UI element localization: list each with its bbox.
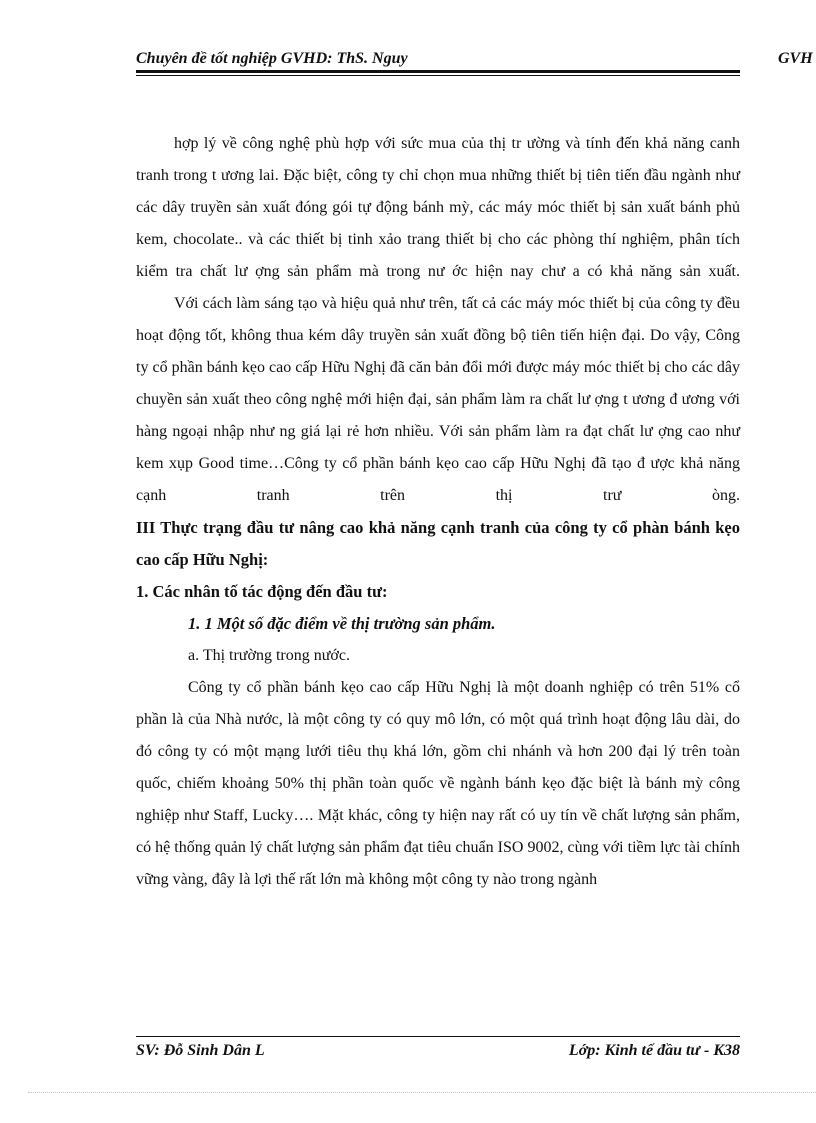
paragraph-1: hợp lý về công nghệ phù hợp với sức mua của thị tr ường và tính đến khả năng canh tranh trong t ương lai. Đặc biệt, công ty chỉ chọn mua những thiết bị tiên tiến đầu ngành như các dây truyền sản xuất đóng gói tự động bánh mỳ, các máy móc thiết bị sản xuất bánh phủ kem, chocolate.. và các thiết bị tinh xảo trang thiết bị cho các phòng thí nghiệm, phân tích kiểm tra chất lư ợng sản phẩm mà trong nư ớc hiện nay chư a có khả năng sản xuất. bbox=[136, 135, 740, 280]
sub-subsection-heading: 1. 1 Một số đặc điểm về thị trường sản phẩm. bbox=[188, 614, 496, 633]
page-header-title: Chuyên đề tốt nghiệp GVHD: ThS. Nguy bbox=[136, 50, 408, 67]
page-header-right: GVH bbox=[778, 50, 813, 67]
document-body bbox=[136, 128, 740, 896]
footer-class: Lớp: Kinh tế đầu tư - K38 bbox=[568, 1042, 740, 1059]
paragraph-2: Với cách làm sáng tạo và hiệu quả như trên, tất cả các máy móc thiết bị của công ty đều hoạt động tốt, không thua kém dây truyền sản xuất đồng bộ tiên tiến hiện đại. Do vậy, Công ty cổ phần bánh kẹo cao cấp Hữu Nghị đã căn bản đổi mới được máy móc thiết bị cho các dây chuyền sản xuất theo công nghệ mới hiện đại, sản phẩm làm ra chất lư ợng t ương đ ương với hàng ngoại nhập như ng giá lại rẻ hơn nhiều. Với sản phẩm làm ra đạt chất lư ợng cao như kem xụp Good time…Công ty cổ phần bánh kẹo cao cấp Hữu Nghị đã tạo đ ược khả năng cạnh tranh trên thị trư òng. bbox=[136, 295, 740, 504]
header-rule-thick bbox=[136, 70, 740, 73]
footer-student: SV: Đỗ Sinh Dân L bbox=[136, 1042, 265, 1059]
paragraph-3: Công ty cổ phần bánh kẹo cao cấp Hữu Nghị là một doanh nghiệp có trên 51% cổ phần là của Nhà nước, là một công ty có quy mô lớn, có một quá trình hoạt động lâu dài, do đó công ty có một mạng lưới tiêu thụ khá lớn, gồm chi nhánh và hơn 200 đại lý trên toàn quốc, chiếm khoảng 50% thị phần toàn quốc về ngành bánh kẹo đặc biệt là bánh mỳ công nghiệp như Staff, Lucky…. Mặt khác, công ty hiện nay rất có uy tín về chất lượng sản phẩm, có hệ thống quản lý chất lượng sản phẩm đạt tiêu chuẩn ISO 9002, cùng với tiềm lực tài chính vững vàng, đây là lợi thế rất lớn mà không một công ty nào trong ngành bbox=[136, 679, 740, 888]
section-heading: III Thực trạng đầu tư nâng cao khả năng cạnh tranh của công ty cổ phàn bánh kẹo cao cấp Hữu Nghị: bbox=[136, 518, 740, 569]
footer-rule bbox=[136, 1036, 740, 1037]
header-rule-thin bbox=[136, 75, 740, 76]
subsection-heading: 1. Các nhân tố tác động đến đầu tư: bbox=[136, 582, 388, 601]
page-edge-divider bbox=[28, 1092, 816, 1093]
list-item-a: a. Thị trường trong nước. bbox=[188, 647, 350, 664]
